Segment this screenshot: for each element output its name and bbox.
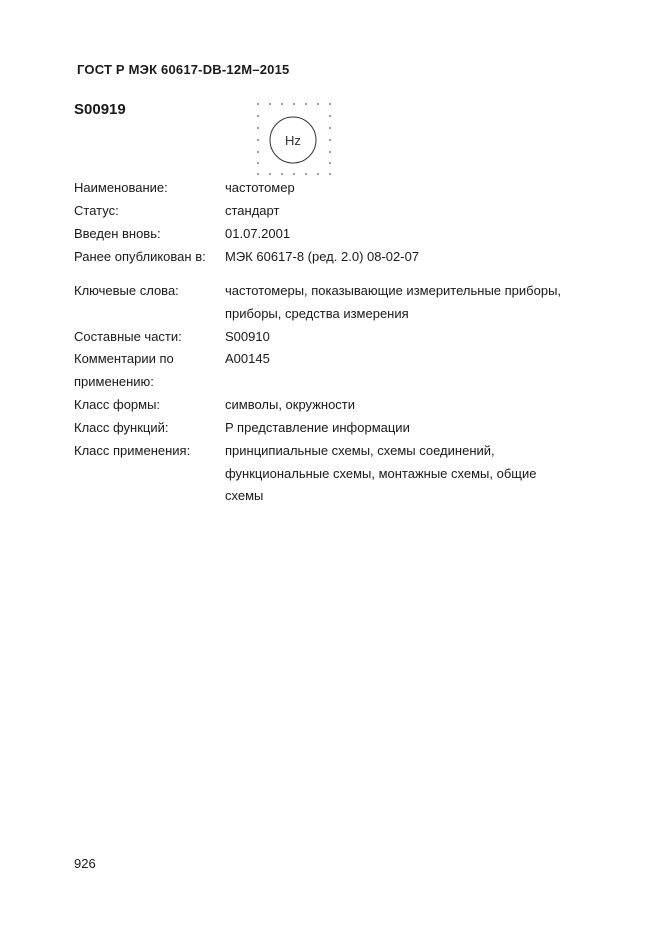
field-value: символы, окружности	[225, 397, 356, 412]
field-value: частотомеры, показывающие измерительные приборы, приборы, средства измерения	[225, 283, 562, 321]
field-label: Введен вновь:	[74, 226, 161, 241]
field-value: принципиальные схемы, схемы соединений, функциональные схемы, монтажные схемы, общие схемы	[225, 443, 537, 503]
field-label: Наименование:	[74, 180, 168, 195]
field-value: 01.07.2001	[225, 226, 291, 241]
field-label: Класс формы:	[74, 397, 161, 412]
field-value: P представление информации	[225, 420, 410, 435]
field-value: МЭК 60617-8 (ред. 2.0) 08-02-07	[225, 249, 420, 264]
field-value: частотомер	[225, 180, 295, 195]
page-number: 926	[74, 856, 96, 871]
field-label: Статус:	[74, 203, 119, 218]
field-label: Класс функций:	[74, 420, 169, 435]
frequency-meter-symbol-icon	[254, 101, 332, 177]
field-value: стандарт	[225, 203, 280, 218]
field-label: Ключевые слова:	[74, 283, 179, 298]
field-label: Составные части:	[74, 329, 182, 344]
field-label: Комментарии по применению:	[74, 351, 174, 389]
symbol-figure	[254, 101, 332, 177]
symbol-label: Hz	[285, 133, 301, 148]
field-label: Ранее опубликован в:	[74, 249, 206, 264]
document-header: ГОСТ Р МЭК 60617-DB-12M–2015	[77, 62, 290, 77]
field-label: Класс применения:	[74, 443, 191, 458]
field-value: A00145	[225, 351, 270, 366]
field-value: S00910	[225, 329, 270, 344]
symbol-code: S00919	[74, 101, 126, 118]
